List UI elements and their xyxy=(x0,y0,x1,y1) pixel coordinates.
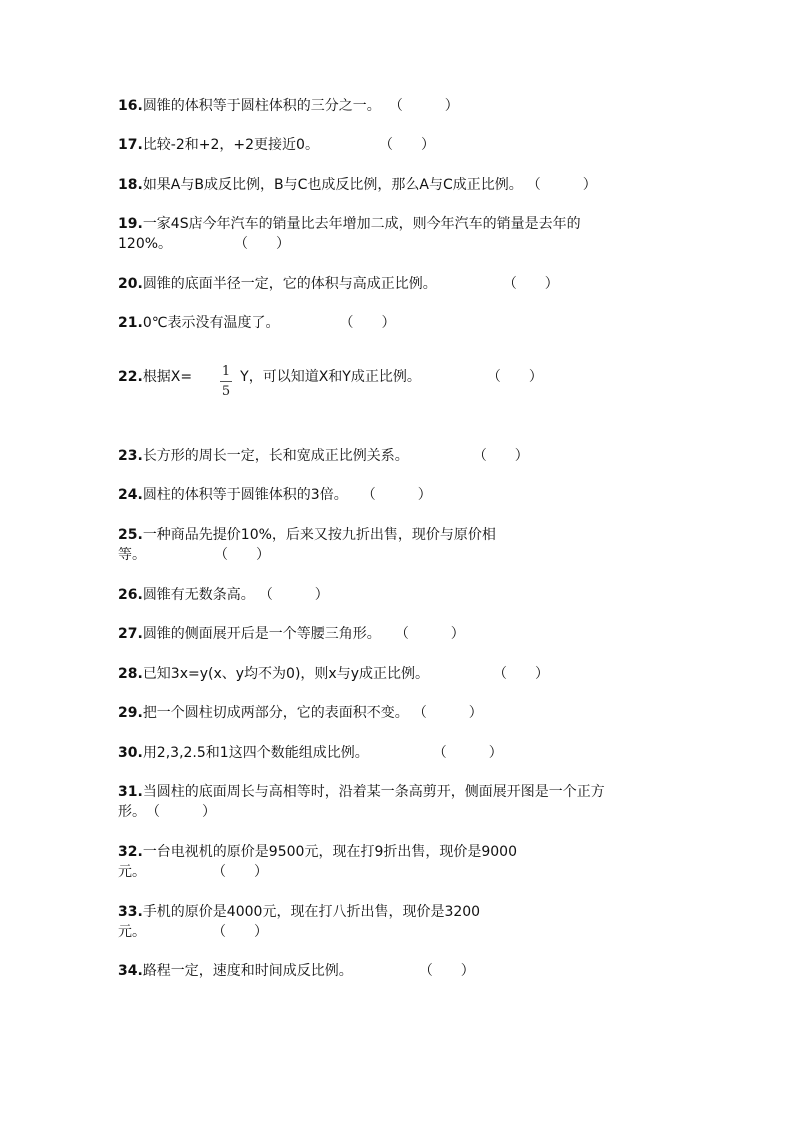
question-text: 圆锥有无数条高。 xyxy=(142,587,255,603)
question-number: 17. xyxy=(118,137,143,153)
question-32 xyxy=(118,842,517,862)
question-number: 30. xyxy=(118,745,143,761)
answer-blank[interactable]: （ ） xyxy=(212,864,268,880)
answer-blank[interactable]: （ ） xyxy=(412,705,483,721)
question-text: 一种商品先提价10%，后来又按九折出售，现价与原价相 xyxy=(142,527,496,543)
question-text: 一台电视机的原价是9500元，现在打9折出售，现价是9000 xyxy=(142,844,517,860)
question-text-cont: 形。 xyxy=(118,804,146,820)
answer-blank[interactable]: （ ） xyxy=(258,587,329,603)
answer-blank[interactable]: （ ） xyxy=(339,315,396,331)
question-30 xyxy=(118,743,503,763)
question-text: 把一个圆柱切成两部分，它的表面积不变。 xyxy=(142,705,409,721)
question-number: 33. xyxy=(118,904,143,920)
question-number: 25. xyxy=(118,527,143,543)
answer-blank[interactable]: （ ） xyxy=(212,924,268,940)
question-text: 用2,3,2.5和1这四个数能组成比例。 xyxy=(142,745,369,761)
question-text-before: 根据X= xyxy=(142,369,193,385)
answer-blank[interactable]: （ ） xyxy=(432,745,503,761)
question-number: 27. xyxy=(118,626,143,642)
answer-blank[interactable]: （ ） xyxy=(418,963,475,979)
question-number: 21. xyxy=(118,315,143,331)
answer-blank[interactable]: （ ） xyxy=(388,98,459,114)
question-text: 手机的原价是4000元，现在打八折出售，现价是3200 xyxy=(142,904,481,920)
question-27 xyxy=(118,624,465,644)
answer-blank[interactable]: （ ） xyxy=(472,448,529,464)
answer-blank[interactable]: （ ） xyxy=(502,276,559,292)
question-number: 18. xyxy=(118,177,143,193)
question-23 xyxy=(118,446,529,466)
question-22 xyxy=(118,367,543,387)
answer-blank[interactable]: （ ） xyxy=(361,487,432,503)
question-text: 一家4S店今年汽车的销量比去年增加二成，则今年汽车的销量是去年的 xyxy=(142,216,581,232)
answer-blank[interactable]: （ ） xyxy=(214,547,270,563)
question-text: 比较-2和+2，+2更接近0。 xyxy=(142,137,319,153)
answer-blank[interactable]: （ ） xyxy=(526,177,597,193)
question-number: 24. xyxy=(118,487,143,503)
fraction-denominator: 5 xyxy=(221,384,231,399)
question-21 xyxy=(118,313,395,333)
question-text: 已知3x=y(x、y均不为0)，则x与y成正比例。 xyxy=(142,666,429,682)
question-number: 32. xyxy=(118,844,143,860)
question-24 xyxy=(118,485,432,505)
fraction-one-fifth xyxy=(219,364,233,399)
question-text: 如果A与B成反比例，B与C也成反比例，那么A与C成正比例。 xyxy=(142,177,523,193)
question-20 xyxy=(118,274,559,294)
question-32-continuation xyxy=(118,862,268,882)
question-number: 16. xyxy=(118,98,143,114)
question-number: 23. xyxy=(118,448,143,464)
question-text-cont: 等。 xyxy=(118,547,146,563)
question-number: 31. xyxy=(118,784,143,800)
question-text: 当圆柱的底面周长与高相等时，沿着某一条高剪开，侧面展开图是一个正方 xyxy=(142,784,605,800)
answer-blank[interactable]: （ ） xyxy=(234,236,291,252)
fraction-numerator: 1 xyxy=(221,364,231,379)
question-25-continuation xyxy=(118,545,270,565)
question-text-cont: 元。 xyxy=(118,924,146,940)
question-text: 圆柱的体积等于圆锥体积的3倍。 xyxy=(142,487,348,503)
answer-blank[interactable]: （ ） xyxy=(486,369,543,385)
question-text: 路程一定，速度和时间成反比例。 xyxy=(142,963,353,979)
question-text-cont: 元。 xyxy=(118,864,146,880)
question-16 xyxy=(118,96,459,116)
question-number: 22. xyxy=(118,369,143,385)
question-text: 0℃表示没有温度了。 xyxy=(142,315,280,331)
question-17 xyxy=(118,135,435,155)
fraction-bar xyxy=(220,381,232,382)
answer-blank[interactable]: （ ） xyxy=(394,626,465,642)
question-33 xyxy=(118,902,480,922)
question-34 xyxy=(118,961,475,981)
question-18 xyxy=(118,175,597,195)
question-31-continuation xyxy=(118,802,216,822)
question-29 xyxy=(118,703,483,723)
question-number: 19. xyxy=(118,216,143,232)
question-number: 28. xyxy=(118,666,143,682)
answer-blank[interactable]: （ ） xyxy=(378,137,435,153)
question-number: 26. xyxy=(118,587,143,603)
question-number: 20. xyxy=(118,276,143,292)
question-number: 34. xyxy=(118,963,143,979)
question-text: 长方形的周长一定，长和宽成正比例关系。 xyxy=(142,448,409,464)
question-text: 圆锥的体积等于圆柱体积的三分之一。 xyxy=(142,98,381,114)
question-text: 圆锥的底面半径一定，它的体积与高成正比例。 xyxy=(142,276,437,292)
question-19-continuation xyxy=(118,234,290,254)
question-text-after: Y，可以知道X和Y成正比例。 xyxy=(240,369,421,385)
question-19 xyxy=(118,214,581,234)
question-28 xyxy=(118,664,549,684)
answer-blank[interactable]: （ ） xyxy=(493,666,549,682)
question-25 xyxy=(118,525,496,545)
question-31 xyxy=(118,782,605,802)
question-text-cont: 120%。 xyxy=(118,236,173,252)
question-26 xyxy=(118,585,329,605)
answer-blank[interactable]: （ ） xyxy=(146,804,216,820)
question-text: 圆锥的侧面展开后是一个等腰三角形。 xyxy=(142,626,381,642)
question-number: 29. xyxy=(118,705,143,721)
question-33-continuation xyxy=(118,922,268,942)
